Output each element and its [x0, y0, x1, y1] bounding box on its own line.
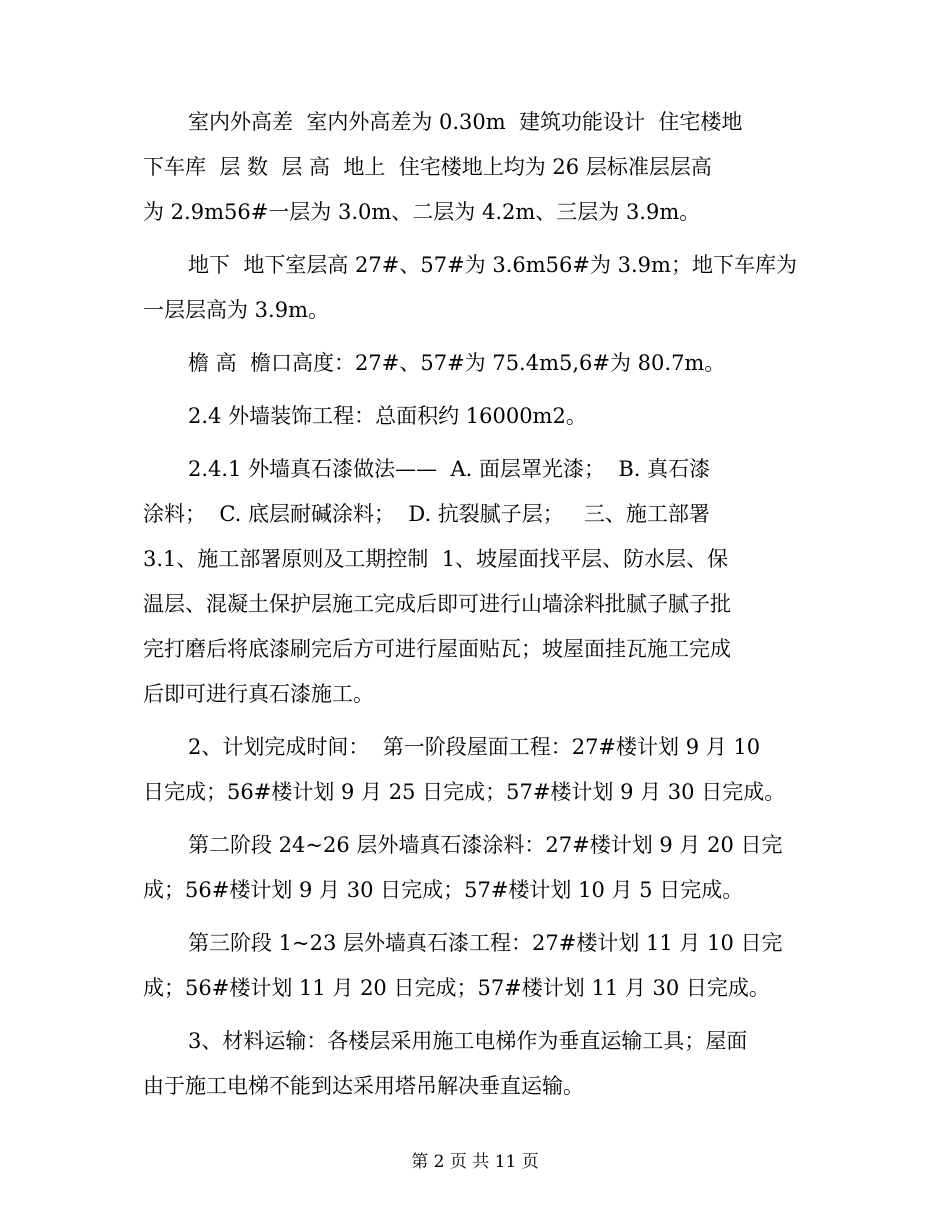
text-line: 3.1、施工部署原则及工期控制 1、坡屋面找平层、防水层、保: [143, 547, 729, 571]
text-line: 檐 高 檐口高度：27#、57#为 75.4m5,6#为 80.7m。: [188, 351, 726, 375]
text-line: 第三阶段 1~23 层外墙真石漆工程：27#楼计划 11 月 10 日完: [188, 931, 783, 955]
text-line: 2.4 外墙装饰工程：总面积约 16000m2。: [188, 404, 587, 428]
text-line: 地下 地下室层高 27#、57#为 3.6m56#为 3.9m；地下车库为: [188, 253, 797, 277]
text-line: 一层层高为 3.9m。: [143, 298, 329, 322]
page-number-footer: 第 2 页 共 11 页: [411, 1152, 539, 1172]
paragraph-building-heights: [143, 100, 813, 235]
paragraph-exterior-wall: [143, 394, 813, 439]
text-line: 室内外高差 室内外高差为 0.30m 建筑功能设计 住宅楼地: [188, 110, 743, 134]
text-line: 温层、混凝土保护层施工完成后即可进行山墙涂料批腻子腻子批: [143, 592, 731, 616]
paragraph-basement: [143, 243, 813, 333]
text-line: 完打磨后将底漆刷完后方可进行屋面贴瓦；坡屋面挂瓦施工完成: [143, 637, 731, 661]
text-line: 3、材料运输：各楼层采用施工电梯作为垂直运输工具；屋面: [188, 1029, 748, 1053]
text-line: 涂料； C. 底层耐碱涂料； D. 抗裂腻子层； 三、施工部署: [143, 502, 710, 526]
text-line: 后即可进行真石漆施工。: [143, 682, 374, 706]
text-line: 2.4.1 外墙真石漆做法—— A. 面层罩光漆； B. 真石漆: [188, 457, 711, 481]
paragraph-material-transport: [143, 1019, 813, 1109]
text-line: 成；56#楼计划 11 月 20 日完成；57#楼计划 11 月 30 日完成。: [143, 976, 770, 1000]
text-line: 2、计划完成时间： 第一阶段屋面工程：27#楼计划 9 月 10: [188, 735, 761, 759]
paragraph-schedule-stage-3: [143, 921, 813, 1011]
text-line: 为 2.9m56#一层为 3.0m、二层为 4.2m、三层为 3.9m。: [143, 200, 701, 224]
paragraph-schedule-stage-2: [143, 823, 813, 913]
text-line: 由于施工电梯不能到达采用塔吊解决垂直运输。: [143, 1074, 584, 1098]
paragraph-eave-height: [143, 341, 813, 386]
paragraph-stone-paint-method: [143, 447, 813, 717]
text-line: 日完成；56#楼计划 9 月 25 日完成；57#楼计划 9 月 30 日完成。: [143, 780, 786, 804]
text-line: 第二阶段 24~26 层外墙真石漆涂料：27#楼计划 9 月 20 日完: [188, 833, 783, 857]
text-line: 下车库 层 数 层 高 地上 住宅楼地上均为 26 层标准层层高: [143, 155, 712, 179]
text-line: 成；56#楼计划 9 月 30 日完成；57#楼计划 10 月 5 日完成。: [143, 878, 744, 902]
paragraph-schedule-stage-1: [143, 725, 813, 815]
document-body: [143, 100, 813, 1117]
